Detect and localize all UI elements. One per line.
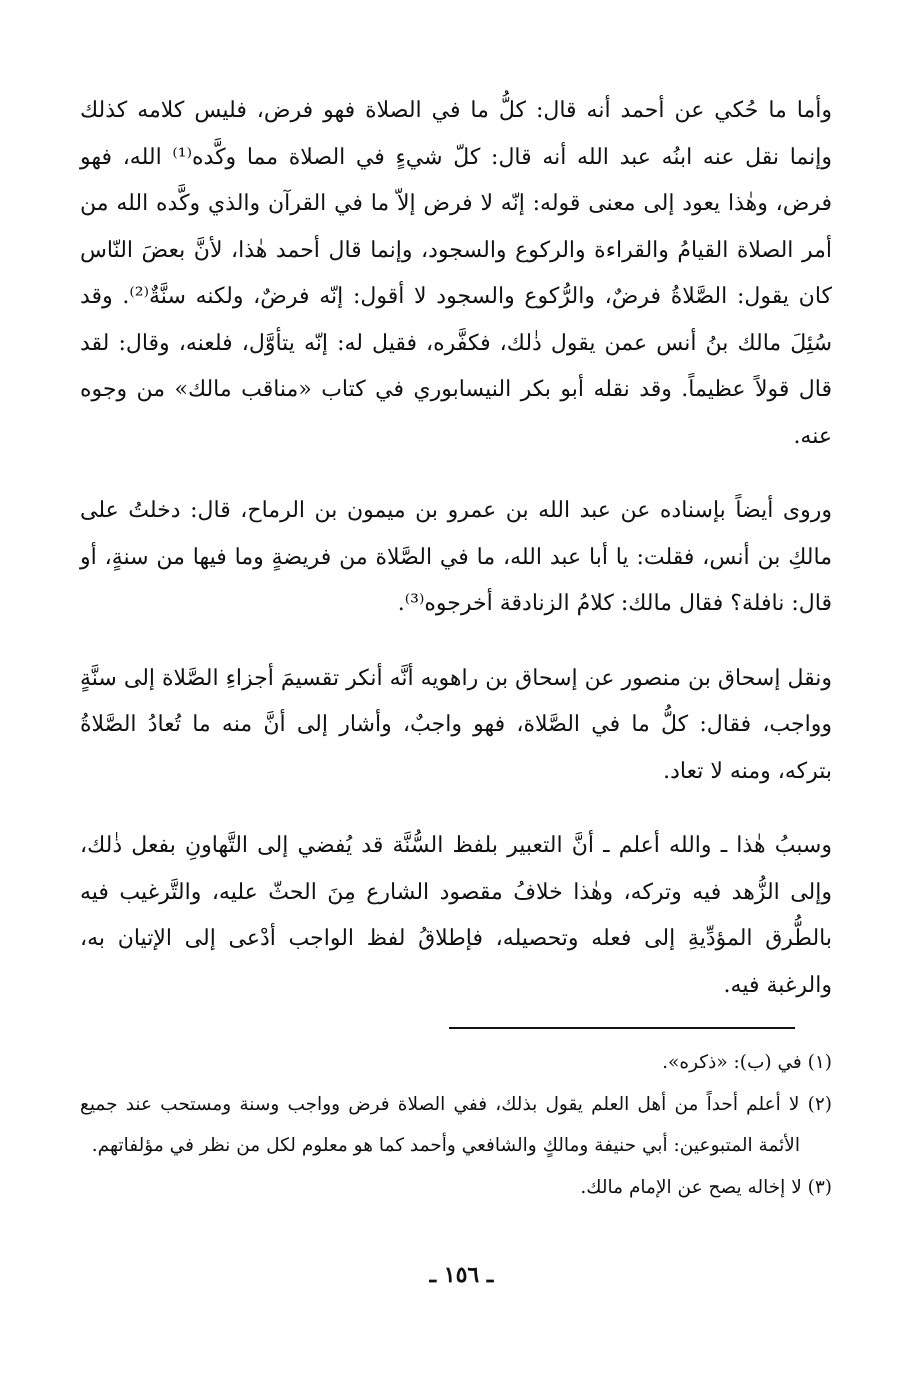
- footnote-1: (١) في (ب): «ذكره».: [662, 1052, 832, 1073]
- footnote-3: (٣) لا إخاله يصح عن الإمام مالك.: [580, 1176, 832, 1198]
- paragraph-2: وروى أيضاً بإسناده عن عبد الله بن عمرو بن ميمون بن الرماح، قال: دخلتُ على مالكِ بن أنس، فقلت: يا أبا عبد الله، ما في الصَّلاة من فريضةٍ وما فيها من سنةٍ، أو قال: نافلة؟ فقال مالك: كلامُ الزنادقة أخرجوه⁽³⁾.: [80, 498, 832, 616]
- main-text: [80, 88, 832, 1037]
- footnote-2: (٢) لا أعلم أحداً من أهل العلم يقول بذلك، ففي الصلاة فرض وواجب وسنة ومستحب عند جميع الأئمة المتبوعين: أبي حنيفة ومالكٍ والشافعي وأحمد كما هو معلوم لكل من نظر في مؤلفاتهم.: [80, 1093, 832, 1156]
- paragraph-4: وسببُ هٰذا ـ والله أعلم ـ أنَّ التعبير بلفظ السُّنَّة قد يُفضي إلى التَّهاونِ بفعل ذٰلك، وإلى الزُّهد فيه وتركه، وهٰذا خلافُ مقصود الشارع مِنَ الحثّ عليه، والتَّرغيب فيه بالطُّرق المؤدِّيةِ إلى فعله وتحصيله، فإطلاقُ لفظ الواجب أدْعى إلى الإتيان به، والرغبة فيه.: [80, 833, 832, 998]
- paragraph-3: ونقل إسحاق بن منصور عن إسحاق بن راهويه أنَّه أنكر تقسيمَ أجزاءِ الصَّلاة إلى سنَّةٍ وواجب، فقال: كلُّ ما في الصَّلاة، فهو واجبٌ، وأشار إلى أنَّ منه ما تُعادُ الصَّلاةُ بتركه، ومنه لا تعاد.: [80, 665, 832, 784]
- page-number: ـ ١٥٦ ـ: [429, 1262, 494, 1288]
- footnote-divider: [449, 1027, 795, 1029]
- footnotes: [80, 1042, 832, 1208]
- paragraph-1: وأما ما حُكي عن أحمد أنه قال: كلُّ ما في الصلاة فهو فرض، فليس كلامه كذلك وإنما نقل عنه ابنُه عبد الله أنه قال: كلّ شيءٍ في الصلاة مما وكَّده⁽¹⁾ الله، فهو فرض، وهٰذا يعود إلى معنى قوله: إنّه لا فرض إلاّ ما في القرآن والذي وكَّده الله من أمر الصلاة القيامُ والقراءة والركوع والسجود، وإنما قال أحمد هٰذا، لأنَّ بعضَ النّاس كان يقول: الصَّلاةُ فرضٌ، والرُّكوع والسجود لا أقول: إنّه فرضٌ، ولكنه سنَّةٌ⁽²⁾. وقد سُئِلَ مالك بنُ أنس عمن يقول ذٰلك، فكفَّره، فقيل له: إنّه يتأوَّل، فلعنه، وقال: لقد قال قولاً عظيماً. وقد نقله أبو بكر النيسابوري في كتاب «مناقب مالك» من وجوه عنه.: [80, 98, 833, 449]
